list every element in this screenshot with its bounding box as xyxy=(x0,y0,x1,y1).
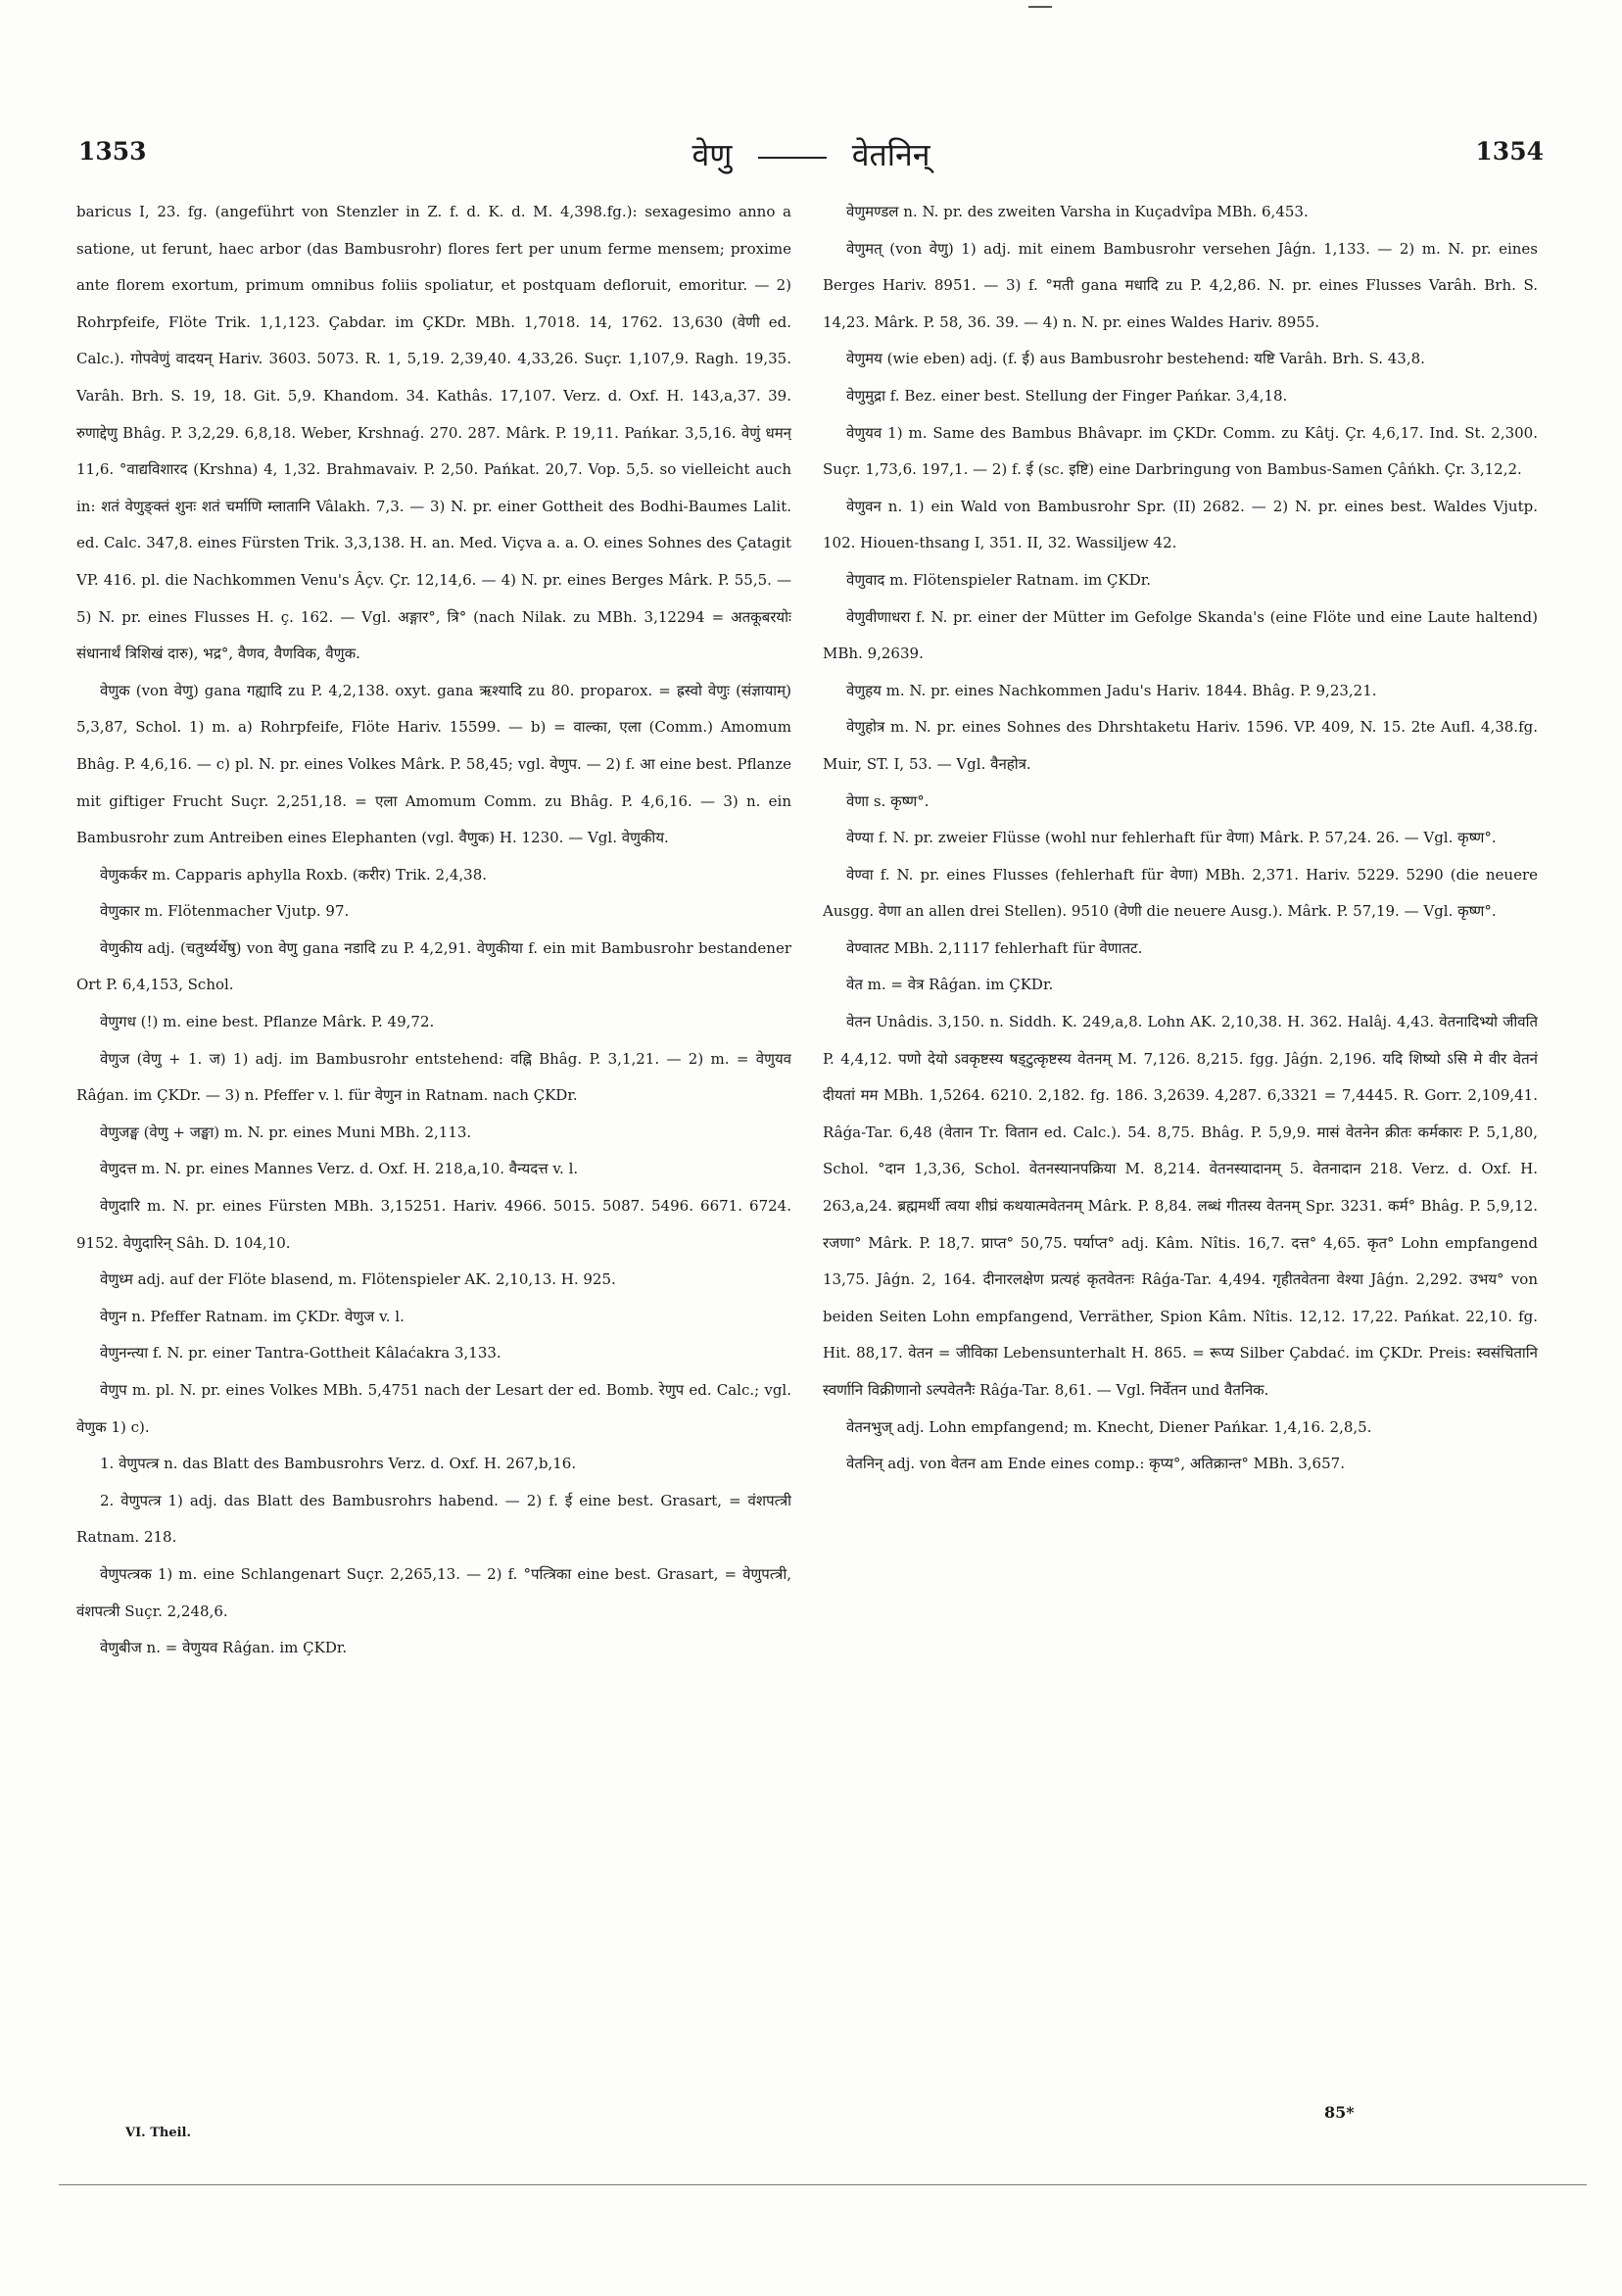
entry-vena: वेणा s. कृष्ण°. xyxy=(846,791,930,810)
entry-venujangha: वेणुजङ्घ (वेणु + जङ्घा) m. N. pr. eines Muni MBh. 2,113. xyxy=(100,1123,472,1141)
entry-venupattra-2: 2. वेणुपत्त्र 1) adj. das Blatt des Bambusrohrs habend. — 2) f. ई eine best. Grasart, = वंशपत्त्री Ratnam. 218. xyxy=(76,1491,791,1547)
volume-label: VI. Theil. xyxy=(125,2126,192,2140)
running-head xyxy=(78,133,1544,175)
running-head-left: वेणु xyxy=(692,136,733,173)
entry-venupattra-1: 1. वेणुपत्त्र n. das Blatt des Bambusrohrs Verz. d. Oxf. H. 267,b,16. xyxy=(100,1455,577,1473)
page-header xyxy=(78,137,1544,180)
entry-venumandala: वेणुमण्डल n. N. pr. des zweiten Varsha in Kuçadvîpa MBh. 6,453. xyxy=(846,203,1309,220)
entry-venudatta: वेणुदत्त m. N. pr. eines Mannes Verz. d. Oxf. H. 218,a,10. वैन्यदत्त v. l. xyxy=(100,1160,579,1178)
left-column xyxy=(76,194,791,2182)
right-column xyxy=(823,194,1538,2182)
entry-venu-continued: baricus I, 23. fg. (angeführt von Stenzler in Z. f. d. K. d. M. 4,398.fg.): sexagesimo anno a satione, ut ferunt, haec arbor (das Bambusrohr) flores fert per unum ferme mensem; proxime ante florem exortum, primum omnibus foliis spoliatur, et postquam defloruit, emoritur. — 2) Rohrpfeife, Flöte Trik. 1,1,123. Çabdar. im ÇKDr. MBh. 1,7018. 14, 1762. 13,630 (वेणी ed. Calc.). गोपवेणुं वादयन् Hariv. 3603. 5073. R. 1, 5,19. 2,39,40. 4,33,26. Suçr. 1,107,9. Ragh. 19,35. Varâh. Brh. S. 19, 18. Git. 5,9. Khandom. 34. Kathâs. 17,107. Verz. d. Oxf. H. 143,a,37. 39. रुणाद्देणु Bhâg. P. 3,2,29. 6,8,18. Weber, Krshnaǵ. 270. 287. Mârk. P. 19,11. Pańkar. 3,5,16. वेणुं धमन् 11,6. °वाद्यविशारद (Krshna) 4, 1,32. Brahmavaiv. P. 2,50. Pańkat. 20,7. Vop. 5,5. so vielleicht auch in: शतं वेणुङ्क्तं शुनः शतं चर्माणि म्लातानि Vâlakh. 7,3. — 3) N. pr. einer Gottheit des Bodhi-Baumes Lalit. ed. Calc. 347,8. eines Fürsten Trik. 3,3,138. H. an. Med. Viçva a. a. O. eines Sohnes des Çatagit VP. 416. pl. die Nachkommen Venu's Âçv. Çr. 12,14,6. — 4) N. pr. eines Berges Mârk. P. 55,5. — 5) N. pr. eines Flusses H. ç. 162. — Vgl. अङ्गार°, त्रि° (nach Nilak. zu MBh. 3,12294 = अतकूबरयोः संधानार्थं त्रिशिखं दारु), भद्र°, वैणव, वैणविक, वैणुक. xyxy=(76,203,791,663)
entry-vetana: वेतन Unâdis. 3,150. n. Siddh. K. 249,a,8. Lohn AK. 2,10,38. H. 362. Halâj. 4,43. वेतनादिभ्यो जीवति P. 4,4,12. पणो देयो ऽवकृष्टस्य षड्टुत्कृष्टस्य वेतनम् M. 7,126. 8,215. fgg. Jâǵn. 2,196. यदि शिष्यो ऽसि मे वीर वेतनं दीयतां मम MBh. 1,5264. 6210. 2,182. fg. 186. 3,2639. 4,287. 6,3321 = 7,4445. R. Gorr. 2,109,41. Râǵa-Tar. 6,48 (वेतान Tr. वितान ed. Calc.). 54. 8,75. Bhâg. P. 5,9,9. मासं वेतनेन क्रीतः कर्मकारः P. 5,1,80, Schol. °दान 1,3,36, Schol. वेतनस्यानपक्रिया M. 8,214. वेतनस्यादानम् 5. वेतनादान 218. Verz. d. Oxf. H. 263,a,24. ब्रह्ममर्थी त्वया शीघ्रं कथयात्मवेतनम् Mârk. P. 8,84. लब्धं गीतस्य वेतनम् Spr. 3231. कर्म° Bhâg. P. 5,9,12. रजणा° Mârk. P. 18,7. प्राप्त° 50,75. पर्याप्त° adj. Kâm. Nîtis. 16,7. दत्त° 4,65. कृत° Lohn empfangend 13,75. Jâǵn. 2, 164. दीनारलक्षेण प्रत्यहं कृतवेतनः Râǵa-Tar. 4,494. गृहीतवेतना वेश्या Jâǵn. 2,292. उभय° von beiden Seiten Lohn empfangend, Verräther, Spion Kâm. Nîtis. 12,12. 17,22. Pańkat. 22,10. fg. Hit. 88,17. वेतन = जीविका Lebensunterhalt H. 865. = रूप्य Silber Çabdać. im ÇKDr. Preis: स्वसंचितानि स्वर्णानि विक्रीणानो ऽल्पवेतनैः Râǵa-Tar. 8,61. — Vgl. निर्वेतन und वैतनिक. xyxy=(823,1013,1538,1399)
entry-venuvana: वेणुवन n. 1) ein Wald von Bambusrohr Spr. (II) 2682. — 2) N. pr. eines best. Waldes Vjutp. 102. Hiouen-thsang I, 351. II, 32. Wassiljew 42. xyxy=(823,497,1538,552)
entry-venunantya: वेणुनन्त्या f. N. pr. einer Tantra-Gottheit Kâlaćakra 3,133. xyxy=(100,1344,501,1363)
entry-venumat: वेणुमत् (von वेणु) 1) adj. mit einem Bambusrohr versehen Jâǵn. 1,133. — 2) m. N. pr. eines Berges Hariv. 8951. — 3) f. °मती gana मधादि zu P. 4,2,86. N. pr. eines Flusses Varâh. Brh. S. 14,23. Mârk. P. 58, 36. 39. — 4) n. N. pr. eines Waldes Hariv. 8955. xyxy=(823,239,1538,331)
entry-venudari: वेणुदारि m. N. pr. eines Fürsten MBh. 3,15251. Hariv. 4966. 5015. 5087. 5496. 6671. 6724. 9152. वेणुदारिन् Sâh. D. 104,10. xyxy=(76,1197,791,1252)
entry-venuyava: वेणुयव 1) m. Same des Bambus Bhâvapr. im ÇKDr. Comm. zu Kâtj. Çr. 4,6,17. Ind. St. 2,300. Suçr. 1,73,6. 197,1. — 2) f. ई (sc. इष्टि) eine Darbringung von Bambus-Samen Çâńkh. Çr. 3,12,2. xyxy=(823,423,1538,479)
entry-venya: वेण्या f. N. pr. zweier Flüsse (wohl nur fehlerhaft für वेणा) Mârk. P. 57,24. 26. — Vgl. कृष्ण°. xyxy=(846,829,1497,847)
entry-venupattraka: वेणुपत्त्रक 1) m. eine Schlangenart Suçr. 2,265,13. — 2) f. °पत्त्रिका eine best. Grasart, = वेणुपत्त्री, वंशपत्त्री Suçr. 2,248,6. xyxy=(76,1564,791,1620)
running-head-dash xyxy=(758,157,827,159)
entry-venukiya: वेणुकीय adj. (चतुर्थ्यर्थेषु) von वेणु gana नडादि zu P. 4,2,91. वेणुकीया f. ein mit Bambusrohr bestandener Ort P. 6,4,153, Schol. xyxy=(76,938,791,994)
entry-venumudra: वेणुमुद्रा f. Bez. einer best. Stellung der Finger Pańkar. 3,4,18. xyxy=(846,386,1288,405)
entry-venukarkara: वेणुकर्कर m. Capparis aphylla Roxb. (करीर) Trik. 2,4,38. xyxy=(100,865,488,884)
entry-venukara: वेणुकार m. Flötenmacher Vjutp. 97. xyxy=(100,902,350,921)
bottom-rule xyxy=(59,2184,1587,2185)
entry-venuvinadhara: वेणुवीणाधरा f. N. pr. einer der Mütter im Gefolge Skanda's (eine Flöte und eine Laute haltend) MBh. 9,2639. xyxy=(823,607,1538,663)
entry-venumaya: वेणुमय (wie eben) adj. (f. ई) aus Bambusrohr bestehend: यष्टि Varâh. Brh. S. 43,8. xyxy=(846,350,1425,368)
entry-venugadha: वेणुगध (!) m. eine best. Pflanze Mârk. P. 49,72. xyxy=(100,1013,435,1031)
entry-venubija: वेणुबीज n. = वेणुयव Râǵan. im ÇKDr. xyxy=(100,1639,348,1657)
entry-venuja: वेणुज (वेणु + 1. ज) 1) adj. im Bambusrohr entstehend: वह्नि Bhâg. P. 3,1,21. — 2) m. = वेणुयव Râǵan. im ÇKDr. — 3) n. Pfeffer v. l. für वेणुन in Ratnam. nach ÇKDr. xyxy=(76,1049,791,1105)
entry-vetanabhuj: वेतनभुज् adj. Lohn empfangend; m. Knecht, Diener Pańkar. 1,4,16. 2,8,5. xyxy=(846,1417,1372,1436)
top-mark xyxy=(1028,6,1052,8)
entry-venuhotra: वेणुहोत्र m. N. pr. eines Sohnes des Dhrshtaketu Hariv. 1596. VP. 409, N. 15. 2te Aufl. 4,38.fg. Muir, ST. I, 53. — Vgl. वैनहोत्र. xyxy=(823,718,1538,773)
signature-mark: 85* xyxy=(1324,2103,1355,2122)
entry-venvatata: वेण्वातट MBh. 2,1117 fehlerhaft für वेणातट. xyxy=(846,938,1143,957)
entry-venuhaya: वेणुहय m. N. pr. eines Nachkommen Jadu's Hariv. 1844. Bhâg. P. 9,23,21. xyxy=(846,681,1377,699)
entry-vetanin: वेतनिन् adj. von वेतन am Ende eines comp.: कृप्य°, अतिक्रान्त° MBh. 3,657. xyxy=(846,1455,1345,1473)
entry-venva: वेण्वा f. N. pr. eines Flusses (fehlerhaft für वेणा) MBh. 2,371. Hariv. 5229. 5290 (die neuere Ausgg. वेणा an allen drei Stellen). 9510 (वेणी die neuere Ausg.). Mârk. P. 57,19. — Vgl. कृष्ण°. xyxy=(823,865,1538,921)
entry-veta: वेत m. = वेत्र Râǵan. im ÇKDr. xyxy=(846,976,1054,994)
page-number-left: 1353 xyxy=(78,137,147,166)
entry-venudhma: वेणुध्म adj. auf der Flöte blasend, m. Flötenspieler AK. 2,10,13. H. 925. xyxy=(100,1270,616,1289)
page-number-right: 1354 xyxy=(1475,137,1544,166)
entry-venupa: वेणुप m. pl. N. pr. eines Volkes MBh. 5,4751 nach der Lesart der ed. Bomb. रेणुप ed. Calc.; vgl. वेणुक 1) c). xyxy=(76,1381,791,1436)
running-head-right: वेतनिन् xyxy=(851,136,930,173)
entry-venuka: वेणुक (von वेणु) gana गह्यादि zu P. 4,2,138. oxyt. gana ऋश्यादि zu 80. proparox. = ह्रस्वो वेणुः (संज्ञायाम्) 5,3,87, Schol. 1) m. a) Rohrpfeife, Flöte Hariv. 15599. — b) = वाल्का, एला (Comm.) Amomum Bhâg. P. 4,6,16. — c) pl. N. pr. eines Volkes Mârk. P. 58,45; vgl. वेणुप. — 2) f. आ eine best. Pflanze mit giftiger Frucht Suçr. 2,251,18. = एला Amomum Comm. zu Bhâg. P. 4,6,16. — 3) n. ein Bambusrohr zum Antreiben eines Elephanten (vgl. वैणुक) H. 1230. — Vgl. वेणुकीय. xyxy=(76,681,791,847)
entry-venuvada: वेणुवाद m. Flötenspieler Ratnam. im ÇKDr. xyxy=(846,570,1152,589)
entry-venuna: वेणुन n. Pfeffer Ratnam. im ÇKDr. वेणुज v. l. xyxy=(100,1307,405,1325)
